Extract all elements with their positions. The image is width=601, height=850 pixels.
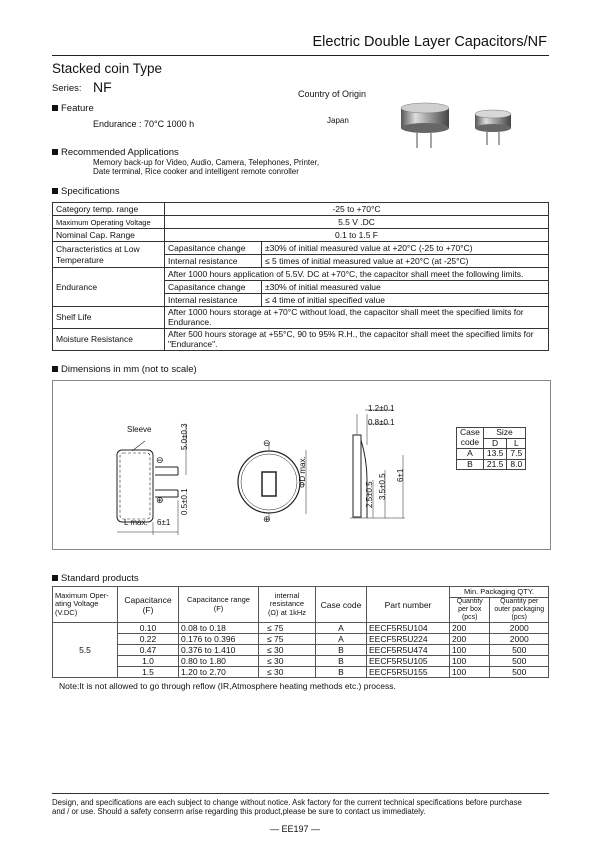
range-cell: 0.08 to 0.18 [179,623,259,634]
case-cell: 21.5 [483,459,507,470]
th-cap-unit: (F) [142,604,154,615]
dimensions-heading: Dimensions in mm (not to scale) [52,364,197,375]
ir-cell: ≤ 30 [259,645,316,656]
l-header: L [507,438,526,449]
table-row [53,667,549,678]
spec-value: 5.5 V .DC [165,216,549,229]
cap-cell: 0.22 [118,634,179,645]
series-label: Series: [52,83,82,94]
case-size-table [456,427,526,470]
product-photo [395,100,525,152]
spec-value: ±30% of initial measured value at +20°C (-25 to +70°C) [262,242,549,255]
th-qty-outer [490,598,549,623]
plus-symbol: ⊕ [156,495,164,505]
spec-value: -25 to +70°C [165,203,549,216]
table-row [53,623,549,634]
table-row [53,634,549,645]
range-cell: 0.376 to 1.410 [179,645,259,656]
dim-6-label: 6±1 [157,518,171,527]
dim-05-label: 0.5±0.1 [180,488,189,515]
part-cell: EECF5R5U104 [367,623,450,634]
applications-line-1: Memory back-up for Video, Audio, Camera, Telephones, Printer, [93,158,320,167]
th-voltage-text: Maximum Oper- ating Voltage [55,590,109,609]
spec-label: Moisture Resistance [53,329,165,351]
case-cell: B [316,656,367,667]
th-ir-text: internal resistance [269,590,305,609]
table-row [53,645,549,656]
header-rule [52,55,549,56]
th-cap [118,587,179,623]
case-header: Case [457,428,484,439]
th-cap-range-text: Capacitance range [187,595,250,604]
dim-6b-label: 6±1 [396,468,405,482]
footer-disclaimer-1: Design, and specifications are each subject to change without notice. Ask factory for the current technical specifications before purchase [52,798,522,807]
spec-value: ≤ 4 time of initial specified value [262,294,549,307]
l-max-label: L max. [124,518,148,527]
th-qty-outer-unit: (pcs) [511,614,528,621]
country-value: Japan [327,116,349,125]
part-cell: EECF5R5U224 [367,634,450,645]
case-cell: B [457,459,484,470]
voltage-cell: 5.5 [53,623,118,678]
standard-products-table [52,586,549,678]
specifications-table [52,202,549,351]
feature-heading: Feature [52,103,94,114]
d-header: D [483,438,507,449]
box-cell: 200 [450,623,490,634]
spec-value: 0.1 to 1.5 F [165,229,549,242]
applications-heading: Recommended Applications [52,147,179,158]
box-cell: 100 [450,656,490,667]
case-cell: B [316,667,367,678]
th-min-pack: Min. Packaging QTY. [450,587,549,598]
footer-disclaimer-2: and / or use. Should a safety conserrn arise regarding this product,please be sure to contact us immediately. [52,807,426,816]
header-title: Electric Double Layer Capacitors/NF [312,34,547,50]
spec-label: Endurance [53,268,165,307]
series-value: NF [93,79,112,95]
applications-line-2: Date terminal, Rice cooker and intelligent remote conroller [93,167,299,176]
reflow-note: Note:It is not allowed to go through reflow (IR,Atmosphere heating methods etc.) process. [59,681,396,691]
case-cell: 8.0 [507,459,526,470]
spec-label: Shelf Life [53,307,165,329]
th-cap-range [179,587,259,623]
cap-cell: 1.0 [118,656,179,667]
dim-35-label: 3.5±0.5 [378,473,387,500]
spec-sublabel: Internal resistance [165,255,262,268]
th-case: Case code [316,587,367,623]
cap-cell: 1.5 [118,667,179,678]
minus-symbol: ⊖ [156,455,164,465]
box-cell: 200 [450,634,490,645]
outer-cell: 500 [490,656,549,667]
footer-rule [52,793,549,794]
spec-label: Maximum Operating Voltage [53,216,165,229]
spec-value: After 1000 hours storage at +70°C without load, the capacitor shall meet the specified limits for Endurance. [165,307,549,329]
case-cell: A [457,449,484,460]
spec-label: Characteristics at Low Temperature [53,242,165,268]
feature-text: Endurance : 70°C 1000 h [93,119,195,129]
th-voltage [53,587,118,623]
outer-cell: 2000 [490,623,549,634]
th-qty-box-unit: (pcs) [461,614,478,621]
case-cell: 7.5 [507,449,526,460]
spec-value: ≤ 5 times of initial measured value at +20°C (at -25°C) [262,255,549,268]
dim-08-label: 0.8±0.1 [368,418,395,427]
range-cell: 0.80 to 1.80 [179,656,259,667]
spec-value: ±30% of initial measured value [262,281,549,294]
page-number: — EE197 — [270,824,321,834]
range-cell: 1.20 to 2.70 [179,667,259,678]
th-ir [259,587,316,623]
ir-cell: ≤ 30 [259,667,316,678]
th-cap-text: Capacitance [124,594,172,605]
th-qty-box-text: Quantity per box [456,598,483,613]
ir-cell: ≤ 30 [259,656,316,667]
ir-cell: ≤ 75 [259,634,316,645]
th-qty-box [450,598,490,623]
front-plus-symbol: ⊕ [263,514,271,524]
case-cell: A [316,623,367,634]
size-header: Size [483,428,525,439]
case-cell: B [316,645,367,656]
outer-cell: 500 [490,645,549,656]
th-part: Part number [367,587,450,623]
part-cell: EECF5R5U105 [367,656,450,667]
specifications-heading: Specifications [52,186,120,197]
cap-cell: 0.47 [118,645,179,656]
outer-cell: 500 [490,667,549,678]
part-cell: EECF5R5U474 [367,645,450,656]
dim-25-label: 2.5±0.5 [365,481,374,508]
ir-cell: ≤ 75 [259,623,316,634]
th-cap-range-unit: (F) [213,603,224,613]
product-type-title: Stacked coin Type [52,61,163,76]
country-label: Country of Origin [298,89,367,99]
spec-label: Category temp. range [53,203,165,216]
dim-5-label: 5.0±0.3 [180,423,189,450]
table-row [53,656,549,667]
side-view-drawing [100,405,210,535]
box-cell: 100 [450,645,490,656]
spec-sublabel: Internal resistance [165,294,262,307]
cap-cell: 0.10 [118,623,179,634]
spec-value: After 1000 hours application of 5.5V. DC at +70°C, the capacitor shall meet the following limits. [165,268,549,281]
dim-12-label: 1.2±0.1 [368,404,395,413]
spec-label: Nominal Cap. Range [53,229,165,242]
case-cell: A [316,634,367,645]
spec-sublabel: Capasitance change [165,242,262,255]
outer-cell: 2000 [490,634,549,645]
part-cell: EECF5R5U155 [367,667,450,678]
standard-products-heading: Standard products [52,573,139,584]
th-voltage-unit: (V.DC) [55,607,78,617]
case-cell: 13.5 [483,449,507,460]
sleeve-label: Sleeve [127,425,152,434]
box-cell: 100 [450,667,490,678]
front-minus-symbol: ⊖ [263,438,271,448]
th-qty-outer-text: Quantity per outer packaging [494,598,545,613]
spec-sublabel: Capasitance change [165,281,262,294]
th-ir-unit: (Ω) at 1kHz [267,607,307,617]
range-cell: 0.176 to 0.396 [179,634,259,645]
code-header: code [457,438,484,449]
spec-value: After 500 hours storage at +55°C, 90 to 95% R.H., the capacitor shall meet the specified limits for "Endurance". [165,329,549,351]
phi-d-label: ΦD max. [298,456,307,488]
